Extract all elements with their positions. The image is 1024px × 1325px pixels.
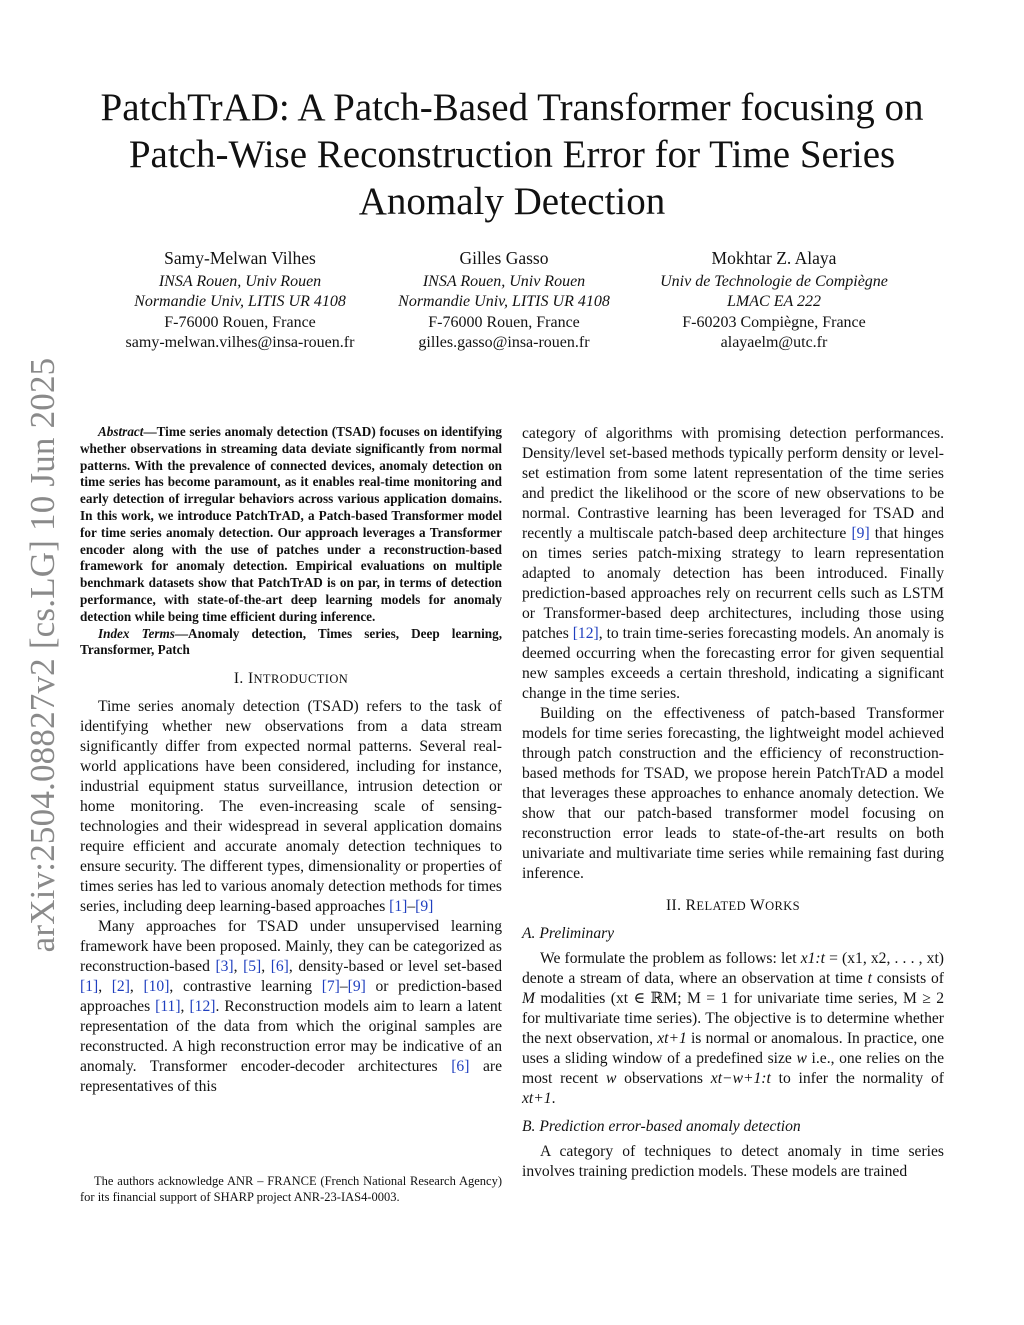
funding-footnote: The authors acknowledge ANR – FRANCE (French National Research Agency) for its financial support of SHARP project ANR-23-IAS4-0003. — [80, 1174, 502, 1204]
author-block-1 — [90, 248, 390, 354]
citation-link[interactable]: [1] — [80, 978, 99, 996]
author-affiliation: Normandie Univ, LITIS UR 4108 — [398, 293, 610, 310]
arxiv-sidebar — [0, 0, 80, 1325]
author-affiliation: Univ de Technologie de Compiègne — [660, 272, 888, 290]
subsection-heading-prediction-error: B. Prediction error-based anomaly detection — [522, 1118, 801, 1135]
subsection-heading-preliminary: A. Preliminary — [522, 925, 615, 942]
citation-link[interactable]: [6] — [451, 1058, 470, 1076]
preliminary-paragraph: We formulate the problem as follows: let x1:t = (x1, x2, . . . , xt) denote a stream of data, where an observation at time t consists of M modalities (xt ∈ ℝM; M = 1 for univariate time series, M ≥ 2 for multivariate time series). The objective is to determine whether the next observation, xt+1 is normal or anomalous. In practice, one uses a sliding window of a predefined size w i.e., one relies on the most recent w observations xt−w+1:t to infer the normality of xt+1. — [522, 950, 944, 1107]
citation-link[interactable]: [12] — [189, 998, 216, 1016]
citation-link[interactable]: [6] — [270, 958, 289, 976]
index-terms — [80, 626, 502, 660]
author-block-2 — [354, 248, 654, 354]
abstract-text: —Time series anomaly detection (TSAD) focuses on identifying whether observations in streaming data deviate significantly from normal patterns. With the prevalence of connected devices, anomaly detection on time series has become paramount, as it enables real-time monitoring and early detection of irregular behaviors across various application domains. In this work, we introduce PatchTrAD, a Patch-based Transformer model for time series anomaly detection. Our approach leverages a Transformer encoder along with the use of patches under a reconstruction-based framework for anomaly detection. Empirical evaluations on multiple benchmark datasets show that PatchTrAD is on par, in terms of detection performance, with state-of-the-art deep learning models for anomaly detection while being time efficient during inference. — [80, 424, 502, 624]
author-address: F-76000 Rouen, France — [164, 313, 316, 331]
author-email: alayaelm@utc.fr — [720, 334, 828, 351]
author-email: gilles.gasso@insa-rouen.fr — [418, 334, 590, 351]
index-terms-label: Index Terms — [98, 625, 175, 641]
citation-link[interactable]: [2] — [111, 978, 130, 996]
citation-link[interactable]: [5] — [243, 958, 262, 976]
right-column — [522, 424, 944, 1182]
abstract-label: Abstract — [98, 424, 144, 439]
section-heading-related-works: II. RELATED WORKS — [665, 897, 801, 914]
author-affiliation: LMAC EA 222 — [727, 293, 821, 310]
citation-link[interactable]: [3] — [215, 958, 234, 976]
citation-link[interactable]: [1] — [389, 898, 408, 916]
author-affiliation: INSA Rouen, Univ Rouen — [158, 272, 322, 290]
author-address: F-60203 Compiègne, France — [682, 313, 866, 331]
author-name: Mokhtar Z. Alaya — [711, 248, 837, 268]
section-heading-introduction: I. INTRODUCTION — [233, 670, 349, 688]
citation-link[interactable]: [12] — [572, 625, 599, 642]
citation-link[interactable]: [11] — [155, 998, 181, 1016]
intro-paragraph-2: Many approaches for TSAD under unsupervised learning framework have been proposed. Mainly, they can be categorized as reconstruction-based [3], [5], [6], density-based or level set-based [1], [2], [10], contrastive learning [7]–[9] or prediction-based approaches [11], [12]. Reconstruction models aim to learn a latent representation of the data from which the original samples are reconstructed. A high reconstruction error may be indicative of an anomaly. Transformer encoder-decoder architectures [6] are representatives of this — [80, 918, 503, 1096]
intro-paragraph-2-continued: category of algorithms with promising detection performances. Density/level set-based methods typically perform density or level-set estimation from some latent representation of the time series and predict the likelihood or the score of new observations to be normal. Contrastive learning has been leveraged for TSAD and recently a multiscale patch-based deep architecture [9] that hinges on times series patch-mixing strategy to learn representation adapted to anomaly detection has been introduced. Finally prediction-based approaches rely on recurrent cells such as LSTM or Transformer-based deep architectures, including those using patches [12], to train time-series forecasting models. An anomaly is deemed occurring when the forecasting error for given sequential new samples exceeds a certain threshold, indicating a significant change in the time series. — [522, 425, 944, 702]
math-expression: x1:t — [800, 950, 825, 967]
author-name: Gilles Gasso — [459, 248, 549, 268]
abstract — [80, 424, 502, 626]
author-address: F-76000 Rouen, France — [428, 313, 580, 331]
intro-paragraph-3: Building on the effectiveness of patch-based Transformer models for time series forecasting, the lightweight model achieved through patch construction and the efficiency of reconstruction-based methods for TSAD, we propose herein PatchTrAD a model that leverages these approaches to enhance anomaly detection. We show that our patch-based transformer model focusing on reconstruction error leads to state-of-the-art results on both univariate and multivariate time series while remaining fast during inference. — [522, 705, 944, 882]
citation-link[interactable]: [9] — [415, 898, 434, 916]
citation-link[interactable]: [9] — [347, 978, 366, 996]
prediction-paragraph: A category of techniques to detect anomaly in time series involves training prediction models. These models are trained — [522, 1143, 944, 1180]
citation-link[interactable]: [9] — [851, 525, 870, 542]
author-email: samy-melwan.vilhes@insa-rouen.fr — [125, 334, 355, 351]
citation-link[interactable]: [7] — [321, 978, 340, 996]
paper-title: PatchTrAD: A Patch-Based Transformer focusing on Patch-Wise Reconstruction Error for Time Series Anomaly Detection — [100, 86, 924, 223]
citation-link[interactable]: [10] — [143, 978, 170, 996]
index-terms-text: —Anomaly detection, Times series, Deep learning, Transformer, Patch — [80, 625, 502, 658]
intro-paragraph-1: Time series anomaly detection (TSAD) refers to the task of identifying whether new observations from a data stream significantly differ from expected normal patterns. Several real-world applications have been considered, including for instance, industrial equipment status surveillance, intrusion detection or home monitoring. The even-increasing scale of sensing-technologies and their widespread in several application domains require efficient and accurate anomaly detection techniques to ensure security. The different types, dimensionality or properties of times series has led to various anomaly detection methods for times series, including deep learning-based approaches [1]–[9] — [80, 698, 502, 916]
author-name: Samy-Melwan Vilhes — [164, 248, 316, 268]
author-affiliation: Normandie Univ, LITIS UR 4108 — [134, 293, 346, 310]
arxiv-identifier[interactable]: arXiv:2504.08827v2 [cs.LG] 10 Jun 2025 — [23, 357, 62, 953]
left-column — [80, 424, 502, 1097]
author-block-3 — [624, 248, 924, 354]
author-affiliation: INSA Rouen, Univ Rouen — [422, 272, 586, 290]
